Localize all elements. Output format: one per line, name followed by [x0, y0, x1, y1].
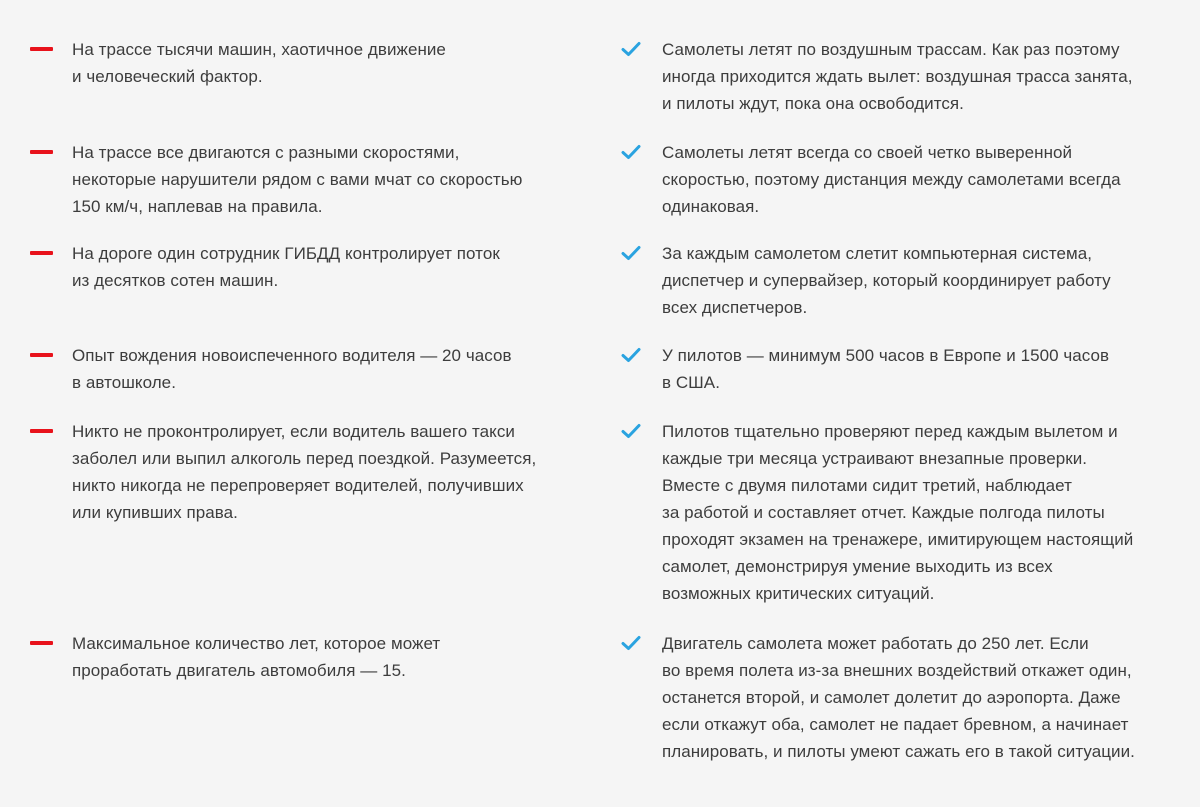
- car-point: [30, 342, 570, 396]
- car-point-text: Опыт вождения новоиспеченного водителя — 20 часов в автошколе.: [72, 346, 512, 392]
- car-point-text: Никто не проконтролирует, если водитель вашего такси заболел или выпил алкоголь перед поездкой. Разумеется, никто никогда не перепроверяет водителей, получивших или купивших права.: [72, 422, 537, 522]
- plane-point-text: За каждым самолетом слетит компьютерная система, диспетчер и супервайзер, который координирует работу всех диспетчеров.: [662, 244, 1111, 317]
- minus-dash-icon: [30, 418, 56, 444]
- car-point-text: На дороге один сотрудник ГИБДД контролирует поток из десятков сотен машин.: [72, 244, 500, 290]
- checkmark-icon: [620, 342, 646, 368]
- plane-point: [620, 139, 1180, 220]
- plane-point: [620, 240, 1180, 321]
- plane-point-text: Двигатель самолета может работать до 250 лет. Если во время полета из-за внешних воздействий откажет один, останется второй, и самолет долетит до аэропорта. Даже если откажут оба, самолет не падает бревном, а начинает планировать, и пилоты умеют сажать его в такой ситуации.: [662, 634, 1135, 761]
- car-point-text: На трассе все двигаются с разными скоростями, некоторые нарушители рядом с вами мчат со скоростью 150 км/ч, наплевав на правила.: [72, 143, 523, 216]
- plane-point-text: У пилотов — минимум 500 часов в Европе и 1500 часов в США.: [662, 346, 1110, 392]
- car-point-text: На трассе тысячи машин, хаотичное движение и человеческий фактор.: [72, 40, 446, 86]
- car-point: [30, 240, 570, 294]
- minus-dash-icon: [30, 630, 56, 656]
- plane-point-text: Самолеты летят по воздушным трассам. Как раз поэтому иногда приходится ждать вылет: воздушная трасса занята, и пилоты ждут, пока она освободится.: [662, 40, 1133, 113]
- checkmark-icon: [620, 630, 646, 656]
- car-point: [30, 418, 570, 526]
- minus-dash-icon: [30, 36, 56, 62]
- car-point: [30, 139, 570, 220]
- minus-dash-icon: [30, 240, 56, 266]
- car-point: [30, 36, 570, 90]
- plane-point: [620, 342, 1180, 396]
- plane-point-text: Самолеты летят всегда со своей четко выверенной скоростью, поэтому дистанция между самолетами всегда одинаковая.: [662, 143, 1121, 216]
- car-point: [30, 630, 570, 684]
- minus-dash-icon: [30, 139, 56, 165]
- checkmark-icon: [620, 139, 646, 165]
- checkmark-icon: [620, 418, 646, 444]
- checkmark-icon: [620, 240, 646, 266]
- plane-point-text: Пилотов тщательно проверяют перед каждым вылетом и каждые три месяца устраивают внезапные проверки. Вместе с двумя пилотами сидит третий, наблюдает за работой и составляет отчет. Каждые полгода пилоты проходят экзамен на тренажере, имитирующем настоящий самолет, демонстрируя умение выходить из всех возможных критических ситуаций.: [662, 422, 1134, 603]
- checkmark-icon: [620, 36, 646, 62]
- plane-point: [620, 36, 1180, 117]
- car-point-text: Максимальное количество лет, которое может проработать двигатель автомобиля — 15.: [72, 634, 441, 680]
- plane-point: [620, 630, 1180, 765]
- plane-point: [620, 418, 1180, 607]
- minus-dash-icon: [30, 342, 56, 368]
